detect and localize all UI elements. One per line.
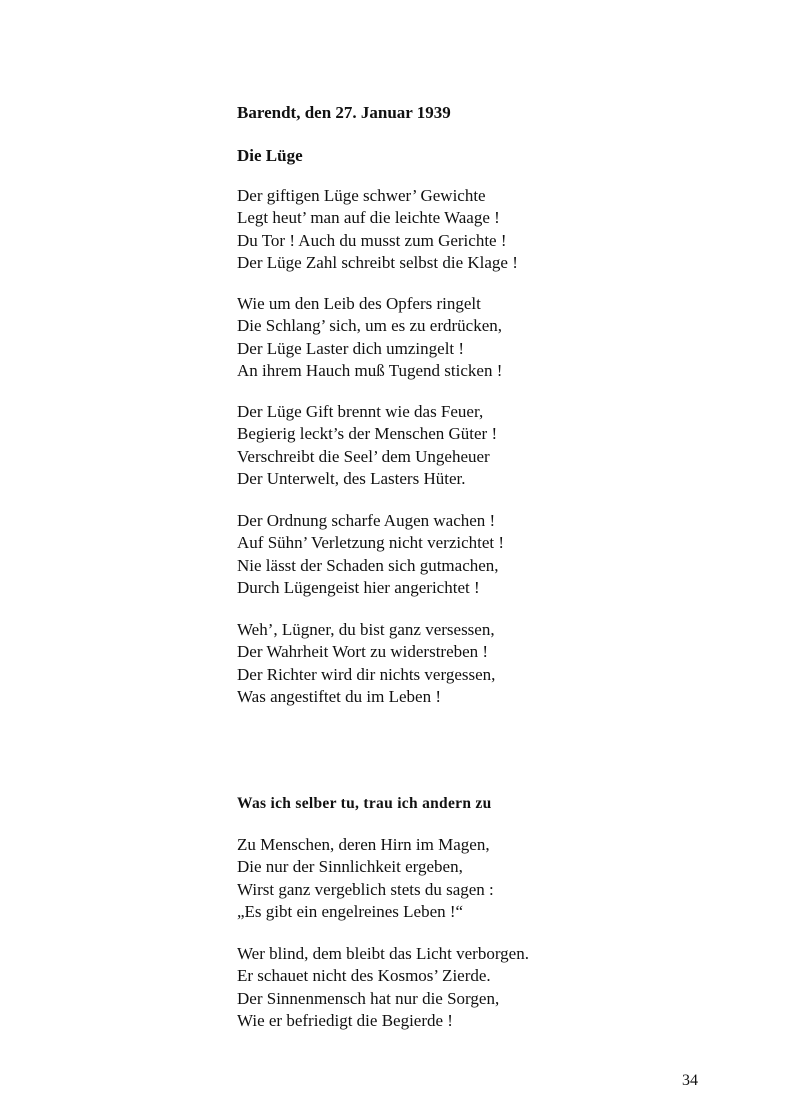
poem-line: Legt heut’ man auf die leichte Waage ! <box>237 208 500 228</box>
poem-line: Der Lüge Gift brennt wie das Feuer, <box>237 402 484 421</box>
poem-line: Die nur der Sinnlichkeit ergeben, <box>237 857 463 877</box>
poem-line: Der Unterwelt, des Lasters Hüter. <box>237 469 466 489</box>
poem-line: Zu Menschen, deren Hirn im Magen, <box>237 835 490 854</box>
poem-line: Der Lüge Zahl schreibt selbst die Klage ! <box>237 253 518 273</box>
poem2-stanza-2 <box>237 943 529 1033</box>
poem2-stanza-1 <box>237 834 494 924</box>
poem-line: Er schauet nicht des Kosmos’ Zierde. <box>237 966 491 986</box>
page-number: 34 <box>682 1072 698 1089</box>
poem-line: Wie um den Leib des Opfers ringelt <box>237 294 481 313</box>
poem-line: Verschreibt die Seel’ dem Ungeheuer <box>237 446 490 466</box>
poem-line: Der Lüge Laster dich umzingelt ! <box>237 338 465 358</box>
poem1-stanza-2 <box>237 293 502 383</box>
poem-line: Wie er befriedigt die Begierde ! <box>237 1011 453 1031</box>
poem-line: Begierig leckt’s der Menschen Güter ! <box>237 424 498 444</box>
poem-line: Weh’, Lügner, du bist ganz versessen, <box>237 620 495 639</box>
poem-title-die-luege: Die Lüge <box>237 146 303 165</box>
poem-line: Durch Lügengeist hier angerichtet ! <box>237 578 480 598</box>
poem-line: An ihrem Hauch muß Tugend sticken ! <box>237 361 503 381</box>
poem-line: Der Richter wird dir nichts vergessen, <box>237 664 496 684</box>
poem1-stanza-3 <box>237 401 497 491</box>
poem-line: Die Schlang’ sich, um es zu erdrücken, <box>237 316 502 336</box>
date-heading: Barendt, den 27. Januar 1939 <box>237 103 451 122</box>
poem-line: Was angestiftet du im Leben ! <box>237 687 441 707</box>
poem-line: Wer blind, dem bleibt das Licht verborgen. <box>237 944 529 963</box>
poem1-stanza-1 <box>237 185 518 275</box>
poem-line: Der giftigen Lüge schwer’ Gewichte <box>237 186 486 205</box>
poem-line: Du Tor ! Auch du musst zum Gerichte ! <box>237 230 507 250</box>
poem-line: Der Ordnung scharfe Augen wachen ! <box>237 511 496 530</box>
poem-line: Nie lässt der Schaden sich gutmachen, <box>237 555 499 575</box>
poem1-stanza-5 <box>237 619 495 709</box>
poem-title-was-ich-selber-tu: Was ich selber tu, trau ich andern zu <box>237 795 492 812</box>
poem-line: Der Sinnenmensch hat nur die Sorgen, <box>237 988 500 1008</box>
poem-line: Wirst ganz vergeblich stets du sagen : <box>237 879 494 899</box>
poem1-stanza-4 <box>237 510 504 600</box>
poem-line: „Es gibt ein engelreines Leben !“ <box>237 902 464 922</box>
poem-line: Der Wahrheit Wort zu widerstreben ! <box>237 642 489 662</box>
poem-line: Auf Sühn’ Verletzung nicht verzichtet ! <box>237 533 505 553</box>
